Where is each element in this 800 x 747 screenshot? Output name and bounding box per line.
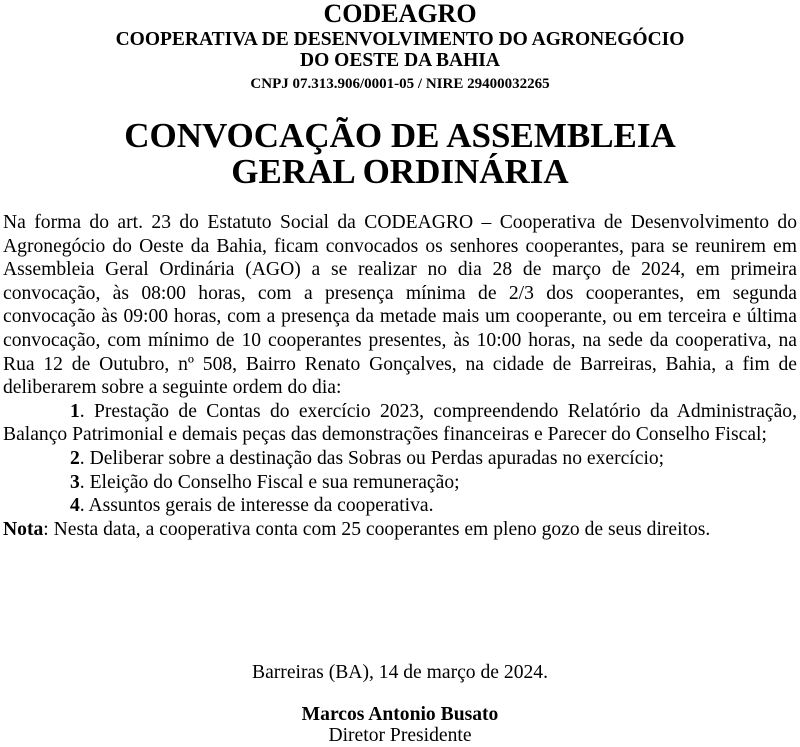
cooperative-full-name-line2: DO OESTE DA BAHIA	[300, 50, 500, 71]
cooperative-full-name-line1: COOPERATIVA DE DESENVOLVIMENTO DO AGRONEGÓCIO	[115, 29, 685, 50]
cooperative-acronym: CODEAGRO	[323, 0, 477, 28]
note-paragraph	[3, 518, 797, 542]
note-label: Nota	[3, 518, 44, 540]
notice-body	[3, 211, 797, 541]
registration-numbers: CNPJ 07.313.906/0001-05 / NIRE 29400032265	[250, 76, 550, 92]
agenda-item-text: . Deliberar sobre a destinação das Sobras ou Perdas apuradas no exercício;	[79, 447, 665, 469]
agenda-item-text: . Assuntos gerais de interesse da cooperativa.	[79, 495, 434, 517]
agenda-item-number: 1	[70, 400, 80, 422]
agenda-item-3	[3, 471, 797, 495]
agenda-item-number: 3	[70, 471, 80, 493]
place-and-date: Barreiras (BA), 14 de março de 2024.	[252, 662, 548, 683]
agenda-item-number: 4	[70, 495, 80, 517]
intro-paragraph: Na forma do art. 23 do Estatuto Social da CODEAGRO – Cooperativa de Desenvolvimento do Agronegócio do Oeste da Bahia, ficam convocados os senhores cooperantes, para se reunirem em Assembleia Geral Ordinária (AGO) a se realizar no dia 28 de março de 2024, em primeira convocação, às 08:00 horas, com a presença mínima de 2/3 dos cooperantes, em segunda convocação às 09:00 horas, com a presença da metade mais um cooperante, ou em terceira e última convocação, com mínimo de 10 cooperantes presentes, às 10:00 horas, na sede da cooperativa, na Rua 12 de Outubro, nº 508, Bairro Renato Gonçalves, na cidade de Barreiras, Bahia, a fim de deliberarem sobre a seguinte ordem do dia:	[3, 212, 797, 399]
agenda-item-1	[3, 400, 797, 447]
agenda-item-text: . Prestação de Contas do exercício 2023, compreendendo Relatório da Administração, Balanço Patrimonial e demais peças das demonstrações financeiras e Parecer do Conselho Fiscal;	[3, 400, 797, 446]
note-text: : Nesta data, a cooperativa conta com 25 cooperantes em pleno gozo de seus direitos.	[43, 518, 711, 540]
notice-title-line2: GERAL ORDINÁRIA	[231, 152, 569, 191]
agenda-item-4	[3, 494, 797, 518]
signer-role: Diretor Presidente	[328, 725, 472, 746]
agenda-item-number: 2	[70, 447, 80, 469]
agenda-item-2	[3, 447, 797, 471]
notice-title	[0, 118, 800, 190]
signer-name: Marcos Antonio Busato	[301, 704, 499, 725]
agenda-item-text: . Eleição do Conselho Fiscal e sua remuneração;	[79, 471, 460, 493]
notice-title-line1: CONVOCAÇÃO DE ASSEMBLEIA	[124, 116, 676, 155]
